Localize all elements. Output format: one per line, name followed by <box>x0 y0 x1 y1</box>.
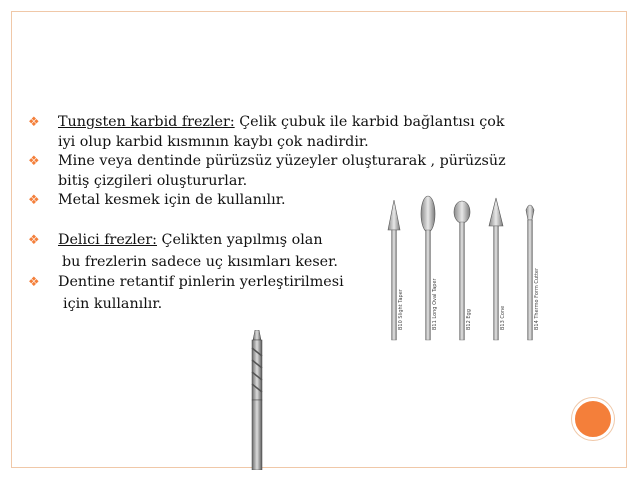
ornate-bullet-icon: ❖ <box>28 274 40 290</box>
ornate-bullet-icon: ❖ <box>28 154 40 169</box>
carbide-burs-image <box>380 190 550 350</box>
bur-2 <box>421 196 438 340</box>
svg-text:B14 Thermo Form Cutter: B14 Thermo Form Cutter <box>534 267 540 330</box>
ornate-bullet-icon: ❖ <box>28 232 40 248</box>
bur-3 <box>454 201 472 340</box>
svg-text:B10 Slight Taper: B10 Slight Taper <box>398 289 404 330</box>
twist-drill-image <box>237 330 277 470</box>
bullet-continuation: için kullanılır. <box>63 296 163 312</box>
ornate-bullet-icon: ❖ <box>28 193 40 208</box>
decorative-circle <box>572 398 614 440</box>
bur-1 <box>388 200 404 340</box>
ornate-bullet-icon: ❖ <box>28 115 40 130</box>
bur-4 <box>489 198 506 340</box>
svg-text:B11 Long Oval Taper: B11 Long Oval Taper <box>432 278 438 330</box>
bullet-item: ❖ Delici frezler: Çelikten yapılmış olan <box>28 231 588 251</box>
bullet-item: ❖ Metal kesmek için de kullanılır. <box>28 191 588 211</box>
bullet-item: ❖ Tungsten karbid frezler: Çelik çubuk ile karbid bağlantısı çok <box>28 113 588 133</box>
bullet-item: ❖ Mine veya dentinde pürüzsüz yüzeyler oluşturarak , pürüzsüz <box>28 152 588 172</box>
bullet-continuation: iyi olup karbid kısmının kaybı çok nadirdir. <box>58 133 369 150</box>
svg-text:B12 Egg: B12 Egg <box>466 309 472 330</box>
bullet-continuation: bu frezlerin sadece uç kısımları keser. <box>62 254 338 270</box>
bullet-item: ❖ Dentine retantif pinlerin yerleştirilmesi <box>28 273 588 293</box>
bullet-continuation: bitiş çizgileri oluştururlar. <box>58 172 248 189</box>
svg-text:B13 Cone: B13 Cone <box>500 305 506 330</box>
bur-5 <box>526 205 540 340</box>
